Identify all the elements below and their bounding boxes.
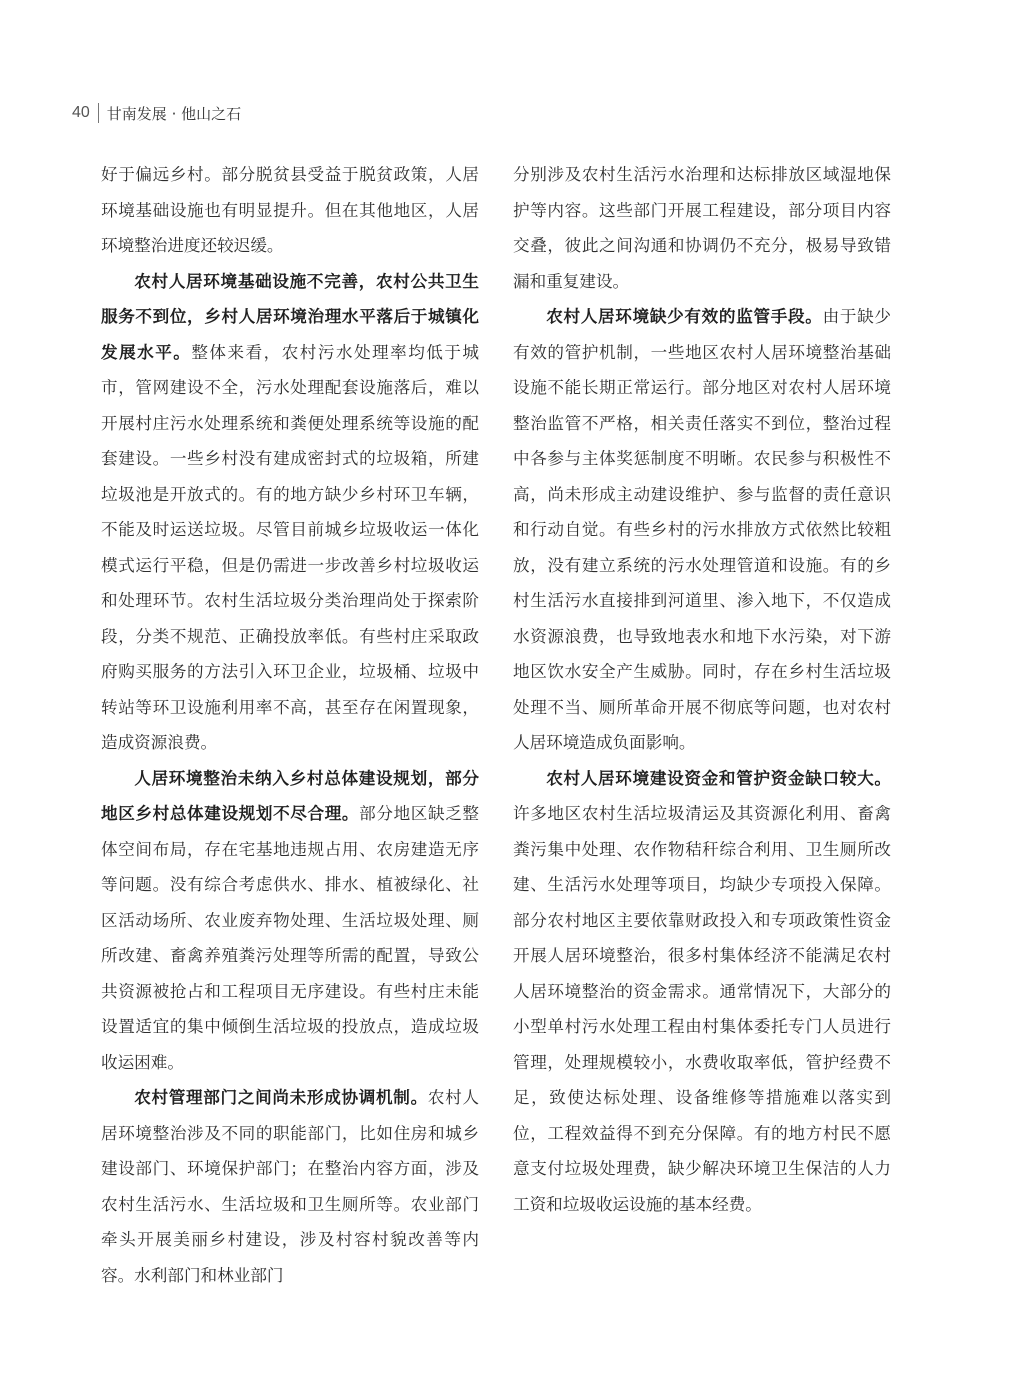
section-title: 甘南发展 · 他山之石 — [106, 104, 242, 123]
paragraph-heading: 农村人居环境基础设施不完善，农村公共卫生服务不到位，乡村人居环境治理水平落后于城镇化发展水平。 — [101, 271, 479, 362]
paragraph — [101, 264, 479, 761]
paragraph-text: 部分地区缺乏整体空间布局，存在宅基地违规占用、农房建造无序等问题。没有综合考虑供水、排水、植被绿化、社区活动场所、农业废弃物处理、生活垃圾处理、厕所改建、畜禽养殖粪污处理等所需的配置，导致公共资源被抢占和工程项目无序建设。有些村庄未能设置适宜的集中倾倒生活垃圾的投放点，造成垃圾收运困难。 — [101, 804, 480, 1072]
paragraph-heading: 农村人居环境建设资金和管护资金缺口较大。 — [546, 768, 891, 788]
paragraph-text: 整体来看，农村污水处理率均低于城市，管网建设不全，污水处理配套设施落后，难以开展村庄污水处理系统和粪便处理系统等设施的配套建设。一些乡村没有建成密封式的垃圾箱，所建垃圾池是开放式的。有的地方缺少乡村环卫车辆，不能及时运送垃圾。尽管目前城乡垃圾收运一体化模式运行平稳，但是仍需进一步改善乡村垃圾收运和处理环节。农村生活垃圾分类治理尚处于探索阶段，分类不规范、正确投放率低。有些村庄采取政府购买服务的方法引入环卫企业，垃圾桶、垃圾中转站等环卫设施利用率不高，甚至存在闲置现象，造成资源浪费。 — [101, 342, 480, 752]
right-column — [513, 157, 891, 1222]
paragraph — [101, 761, 479, 1081]
paragraph-heading: 农村管理部门之间尚未形成协调机制。 — [134, 1088, 428, 1107]
paragraph-heading: 农村人居环境缺少有效的监管手段。 — [546, 307, 823, 326]
header-divider — [98, 103, 99, 123]
page-number: 40 — [72, 104, 90, 121]
paragraph-text: 由于缺少有效的管护机制，一些地区农村人居环境整治基础设施不能长期正常运行。部分地区对农村人居环境整治监管不严格，相关责任落实不到位，整治过程中各参与主体奖惩制度不明晰。农民参与积极性不高，尚未形成主动建设维护、参与监督的责任意识和行动自觉。有些乡村的污水排放方式依然比较粗放，没有建立系统的污水处理管道和设施。有的乡村生活污水直接排到河道里、渗入地下，不仅造成水资源浪费，也导致地表水和地下水污染，对下游地区饮水安全产生威胁。同时，存在乡村生活垃圾处理不当、厕所革命开展不彻底等问题，也对农村人居环境造成负面影响。 — [513, 307, 892, 752]
paragraph-text: 农村人居环境整治涉及不同的职能部门，比如住房和城乡建设部门、环境保护部门；在整治内容方面，涉及农村生活污水、生活垃圾和卫生厕所等。农业部门牵头开展美丽乡村建设，涉及村容村貌改善等内容。水利部门和林业部门 — [101, 1088, 480, 1285]
paragraph — [513, 157, 891, 299]
paragraph — [513, 299, 891, 761]
paragraph — [101, 157, 479, 264]
paragraph-text: 许多地区农村生活垃圾清运及其资源化利用、畜禽粪污集中处理、农作物秸秆综合利用、卫生厕所改建、生活污水处理等项目，均缺少专项投入保障。部分农村地区主要依靠财政投入和专项政策性资金开展人居环境整治，很多村集体经济不能满足农村人居环境整治的资金需求。通常情况下，大部分的小型单村污水处理工程由村集体委托专门人员进行管理，处理规模较小，水费收取率低，管护经费不足，致使达标处理、设备维修等措施难以落实到位，工程效益得不到充分保障。有的地方村民不愿意支付垃圾处理费，缺少解决环境卫生保洁的人力工资和垃圾收运设施的基本经费。 — [513, 804, 891, 1214]
running-header — [72, 100, 241, 126]
paragraph-heading: 人居环境整治未纳入乡村总体建设规划，部分地区乡村总体建设规划不尽合理。 — [101, 768, 479, 823]
paragraph — [513, 761, 891, 1223]
paragraph-text: 分别涉及农村生活污水治理和达标排放区域湿地保护等内容。这些部门开展工程建设，部分项目内容交叠，彼此之间沟通和协调仍不充分，极易导致错漏和重复建设。 — [513, 165, 891, 291]
paragraph-text: 好于偏远乡村。部分脱贫县受益于脱贫政策，人居环境基础设施也有明显提升。但在其他地区，人居环境整治进度还较迟缓。 — [101, 165, 479, 255]
paragraph — [101, 1080, 479, 1293]
left-column — [101, 157, 479, 1293]
